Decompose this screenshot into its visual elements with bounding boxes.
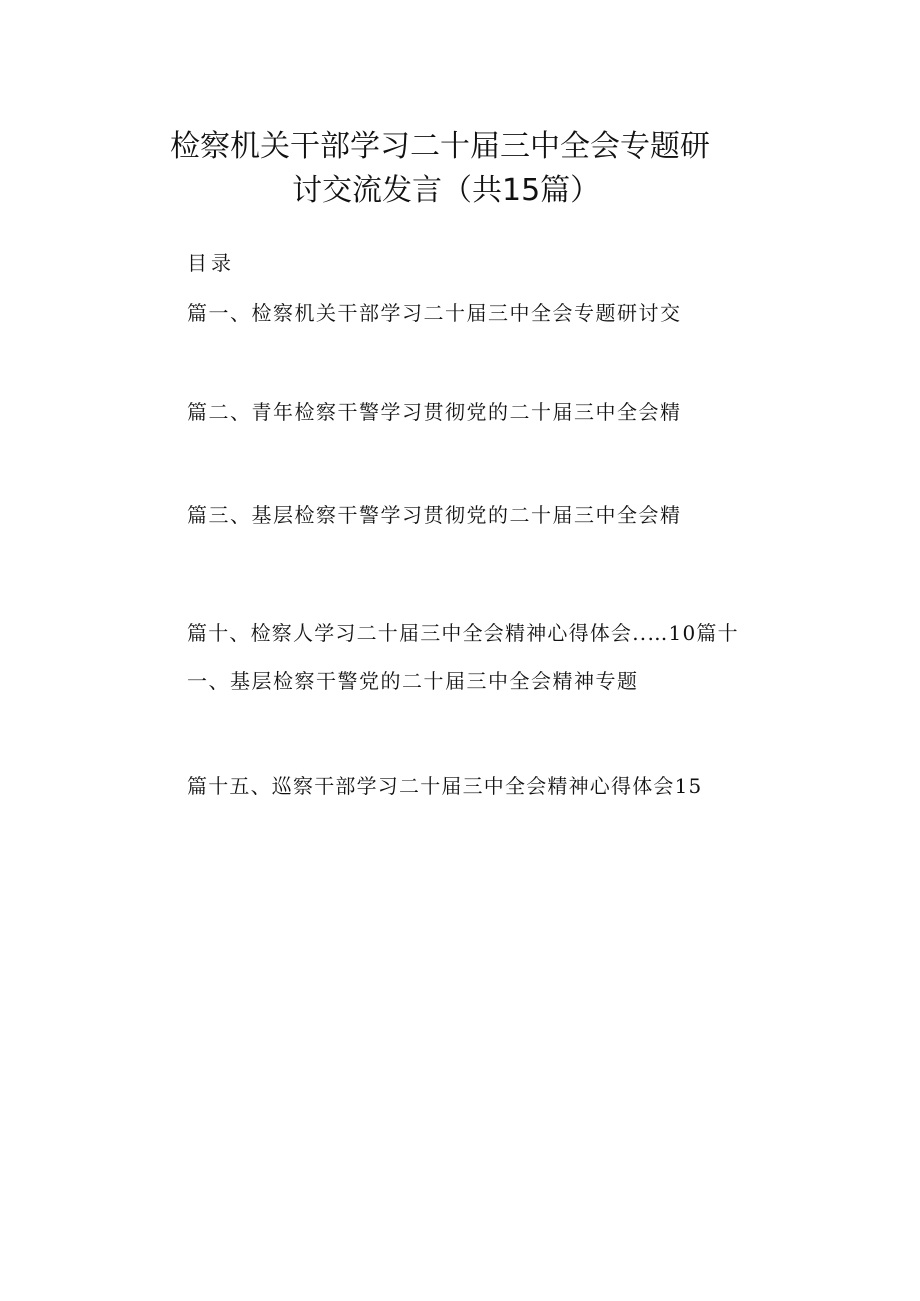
- toc-entry-1: 篇一、检察机关干部学习二十届三中全会专题研讨交: [187, 301, 682, 325]
- toc-entry-2: 篇二、青年检察干警学习贯彻党的二十届三中全会精: [187, 400, 682, 424]
- toc-entry-4-line-1: 篇十、检察人学习二十届三中全会精神心得体会..…10篇十: [187, 621, 739, 645]
- toc-entry-5: 篇十五、巡察干部学习二十届三中全会精神心得体会15: [187, 774, 703, 798]
- document-title-line-2: 讨交流发言（共15篇）: [292, 173, 601, 208]
- document-title-line-1: 检察机关干部学习二十届三中全会专题研: [170, 129, 710, 164]
- toc-entry-4-line-2: 一、基层检察干警党的二十届三中全会精神专题: [187, 669, 639, 693]
- toc-entry-3: 篇三、基层检察干警学习贯彻党的二十届三中全会精: [187, 503, 682, 527]
- toc-heading: 目录: [187, 251, 235, 275]
